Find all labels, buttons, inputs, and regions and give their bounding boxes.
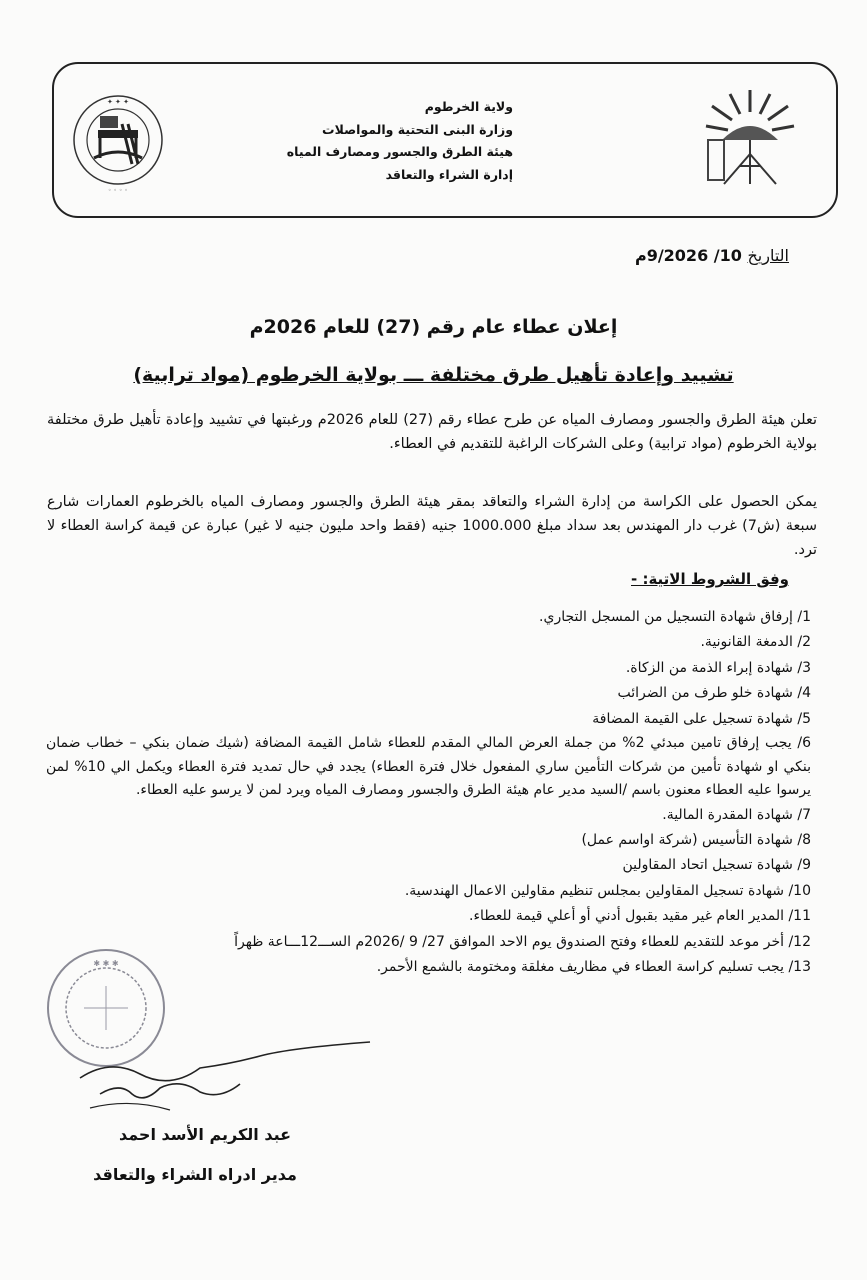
svg-text:◦ ◦ ◦ ◦: ◦ ◦ ◦ ◦ xyxy=(108,187,128,194)
tender-title: إعلان عطاء عام رقم (27) للعام 2026م xyxy=(249,316,618,338)
condition-item: 13/ يجب تسليم كراسة العطاء في مظاريف مغلقة ومختومة بالشمع الأحمر. xyxy=(376,958,811,975)
condition-item: 10/ شهادة تسجيل المقاولين بمجلس تنظيم مقاولين الاعمال الهندسية. xyxy=(404,882,811,899)
header-department: إدارة الشراء والتعاقد xyxy=(385,166,513,182)
header-state: ولاية الخرطوم xyxy=(424,99,513,114)
terms-heading: وفق الشروط الاتية: - xyxy=(631,570,789,588)
signatory-title: مدير ادراه الشراء والتعاقد xyxy=(93,1165,297,1184)
state-emblem xyxy=(700,84,800,194)
header-authority: هيئة الطرق والجسور ومصارف المياه xyxy=(286,144,513,159)
document-date xyxy=(635,246,789,265)
conditions-list xyxy=(46,605,811,980)
svg-text:✱ ✱ ✱: ✱ ✱ ✱ xyxy=(93,959,119,968)
condition-item: 11/ المدير العام غير مقيد بقبول أدني أو أعلي قيمة للعطاء. xyxy=(469,908,811,925)
svg-text:✦ ✦ ✦: ✦ ✦ ✦ xyxy=(106,98,130,106)
condition-item: 4/ شهادة خلو طرف من الضرائب xyxy=(617,685,811,702)
signature xyxy=(70,1038,390,1120)
booklet-paragraph: يمكن الحصول على الكراسة من إدارة الشراء والتعاقد بمقر هيئة الطرق والجسور ومصارف المياه بالخرطوم العمارات شارع سبعة (ش7) غرب دار المهندس بعد سداد مبلغ 1000.000 جنيه (فقط واحد مليون جنيه لا غير) عبارة عن قيمة كراسة العطاء لا ترد. xyxy=(47,494,817,558)
condition-item: 9/ شهادة تسجيل اتحاد المقاولين xyxy=(622,857,811,874)
condition-item: 5/ شهادة تسجيل على القيمة المضافة xyxy=(592,710,811,727)
date-value: 10/ 9/2026م xyxy=(634,246,748,265)
date-label: التاريخ xyxy=(747,246,789,265)
condition-item: 12/ أخر موعد للتقديم للعطاء وفتح الصندوق يوم الاحد الموافق 27/ 9 /2026م الســـ12ـــاعة ظهراً xyxy=(234,933,811,950)
condition-item: 2/ الدمغة القانونية. xyxy=(700,634,811,651)
condition-item: 7/ شهادة المقدرة المالية. xyxy=(662,806,811,823)
signatory-name: عبد الكريم الأسد احمد xyxy=(118,1125,292,1144)
announcement-paragraph: تعلن هيئة الطرق والجسور ومصارف المياه عن طرح عطاء رقم (27) للعام 2026م ورغبتها في تشييد وإعادة تأهيل طرق مختلفة بولاية الخرطوم (مواد ترابية) وعلى الشركات الراغبة للتقديم في العطاء. xyxy=(47,412,817,452)
condition-item: 3/ شهادة إبراء الذمة من الزكاة. xyxy=(625,659,811,676)
condition-item: 1/ إرفاق شهادة التسجيل من المسجل التجاري. xyxy=(539,609,811,625)
condition-item: 6/ يجب إرفاق تامين مبدئي 2% من جملة العرض المالي المقدم للعطاء شامل القيمة المضافة (شيك ضمان بنكي – خطاب ضمان بنكي او شهادة تأمين من شركات التأمين ساري المفعول خلال فترة العطاء) يجدد في حال تمديد فترة العطاء ويكمل الي 10% لمن يرسوا عليه العطاء معنون باسم /السيد مدير عام هيئة الطرق والجسور ومصارف المياه ويرد لمن لا يرسو عليه العطاء. xyxy=(46,735,811,799)
tender-subtitle: تشييد وإعادة تأهيل طرق مختلفة ـــ بولاية الخرطوم (مواد ترابية) xyxy=(133,364,734,386)
corporation-logo xyxy=(70,88,170,198)
condition-item: 8/ شهادة التأسيس (شركة اواسم عمل) xyxy=(581,831,811,848)
header-ministry: وزارة البنى التحتية والمواصلات xyxy=(322,121,513,137)
letterhead-text xyxy=(286,96,513,186)
